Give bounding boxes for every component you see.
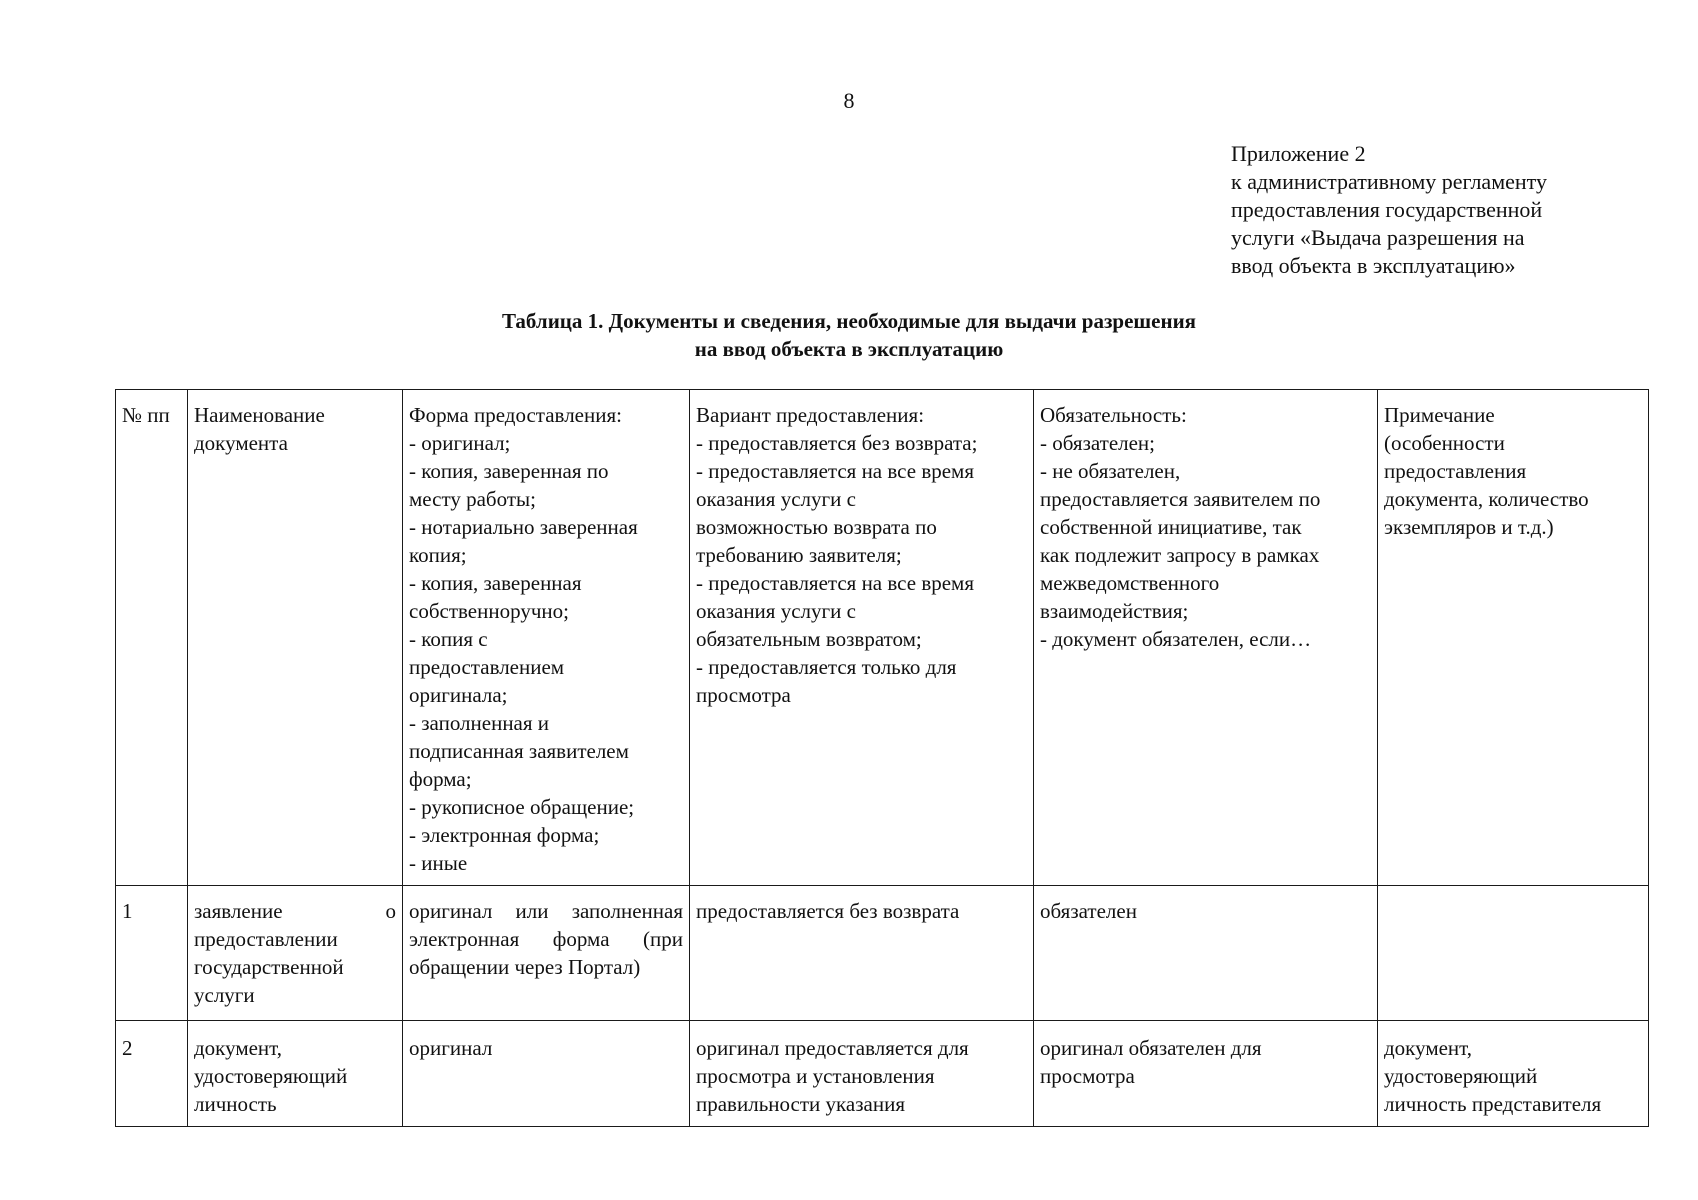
- table-header-row: [116, 390, 1649, 886]
- cell-text-line: оказания услуги с: [696, 487, 856, 511]
- cell-text-line: № пп: [122, 403, 170, 427]
- header-cell-variant: [690, 390, 1034, 886]
- cell-text-line: услуги: [194, 983, 255, 1007]
- cell-text-line: оказания услуги с: [696, 599, 856, 623]
- header-cell-document-name: [188, 390, 403, 886]
- cell-text-line: оригинал или заполненная: [409, 899, 683, 923]
- cell-text-line: экземпляров и т.д.): [1384, 515, 1554, 539]
- table-title-line: Таблица 1. Документы и сведения, необходимые для выдачи разрешения: [501, 309, 1197, 333]
- cell-text-line: Вариант предоставления:: [696, 403, 925, 427]
- cell-text-line: - электронная форма;: [409, 823, 600, 847]
- cell-text-line: заявление о: [194, 899, 396, 923]
- cell-text-line: взаимодействия;: [1040, 599, 1189, 623]
- cell-text-line: оригинал предоставляется для: [696, 1036, 969, 1060]
- table-row: [116, 886, 1649, 1021]
- appendix-header: [1231, 140, 1671, 280]
- table-title-line: на ввод объекта в эксплуатацию: [694, 337, 1004, 361]
- cell-form: [403, 886, 690, 1021]
- cell-text-line: - предоставляется на все время: [696, 571, 975, 595]
- header-cell-form: [403, 390, 690, 886]
- cell-variant: [690, 886, 1034, 1021]
- cell-text-line: - предоставляется только для: [696, 655, 957, 679]
- cell-obligation: [1034, 886, 1378, 1021]
- table-row: [116, 1021, 1649, 1127]
- cell-text-line: личность представителя: [1384, 1092, 1602, 1116]
- header-cell-number: [116, 390, 188, 886]
- cell-text-line: документ,: [194, 1036, 283, 1060]
- cell-text-line: обращении через Портал): [409, 955, 641, 979]
- cell-text-line: месту работы;: [409, 487, 536, 511]
- cell-text-line: подписанная заявителем: [409, 739, 629, 763]
- cell-text-line: предоставляется заявителем по: [1040, 487, 1321, 511]
- cell-note: [1378, 1021, 1649, 1127]
- cell-text-line: предоставлении: [194, 927, 338, 951]
- cell-text-line: форма;: [409, 767, 472, 791]
- cell-form: [403, 1021, 690, 1127]
- cell-text-line: оригинал: [409, 1036, 493, 1060]
- cell-text-line: собственной инициативе, так: [1040, 515, 1302, 539]
- cell-text-line: возможностью возврата по: [696, 515, 937, 539]
- cell-text-line: просмотра: [696, 683, 791, 707]
- cell-text-line: - иные: [409, 851, 468, 875]
- cell-text-line: - заполненная и: [409, 711, 550, 735]
- cell-note: [1378, 886, 1649, 1021]
- cell-text-line: - обязателен;: [1040, 431, 1156, 455]
- cell-text-line: - документ обязателен, если…: [1040, 627, 1312, 651]
- cell-text-line: государственной: [194, 955, 344, 979]
- cell-text-line: личность: [194, 1092, 277, 1116]
- appendix-line: услуги «Выдача разрешения на: [1231, 225, 1525, 250]
- cell-text-line: просмотра и установления: [696, 1064, 935, 1088]
- cell-text-line: оригинал обязателен для: [1040, 1036, 1262, 1060]
- cell-text-line: Наименование: [194, 403, 325, 427]
- cell-text-line: обязателен: [1040, 899, 1137, 923]
- cell-variant: [690, 1021, 1034, 1127]
- cell-text-line: оригинала;: [409, 683, 508, 707]
- cell-text-line: копия;: [409, 543, 467, 567]
- cell-text-line: - предоставляется без возврата;: [696, 431, 978, 455]
- header-cell-obligation: [1034, 390, 1378, 886]
- table-title: [0, 307, 1698, 363]
- cell-document-name: [188, 886, 403, 1021]
- cell-obligation: [1034, 1021, 1378, 1127]
- cell-number: 1: [116, 886, 188, 1021]
- cell-text-line: документ,: [1384, 1036, 1473, 1060]
- cell-text-line: - не обязателен,: [1040, 459, 1181, 483]
- cell-text-line: - копия, заверенная: [409, 571, 582, 595]
- cell-text-line: Обязательность:: [1040, 403, 1187, 427]
- cell-text-line: удостоверяющий: [194, 1064, 348, 1088]
- cell-text-line: - нотариально заверенная: [409, 515, 638, 539]
- cell-text-line: удостоверяющий: [1384, 1064, 1538, 1088]
- cell-text-line: электронная форма (при: [409, 927, 683, 951]
- cell-text-line: собственноручно;: [409, 599, 569, 623]
- cell-text-line: обязательным возвратом;: [696, 627, 922, 651]
- appendix-line: ввод объекта в эксплуатацию»: [1231, 253, 1516, 278]
- cell-text-line: - предоставляется на все время: [696, 459, 975, 483]
- cell-text-line: предоставлением: [409, 655, 565, 679]
- cell-text-line: просмотра: [1040, 1064, 1135, 1088]
- cell-text-line: Примечание: [1384, 403, 1495, 427]
- cell-text-line: правильности указания: [696, 1092, 905, 1116]
- cell-text-line: - рукописное обращение;: [409, 795, 635, 819]
- header-cell-note: [1378, 390, 1649, 886]
- cell-text-line: межведомственного: [1040, 571, 1220, 595]
- cell-text-line: документа, количество: [1384, 487, 1589, 511]
- cell-number: 2: [116, 1021, 188, 1127]
- page-number: 8: [843, 88, 855, 113]
- documents-table: [115, 389, 1649, 1127]
- cell-document-name: [188, 1021, 403, 1127]
- cell-text-line: предоставления: [1384, 459, 1527, 483]
- cell-text-line: - копия, заверенная по: [409, 459, 609, 483]
- cell-text-line: как подлежит запросу в рамках: [1040, 543, 1320, 567]
- cell-text-line: требованию заявителя;: [696, 543, 902, 567]
- appendix-line: предоставления государственной: [1231, 197, 1543, 222]
- cell-text-line: - копия с: [409, 627, 488, 651]
- cell-text-line: документа: [194, 431, 288, 455]
- cell-text-line: Форма предоставления:: [409, 403, 622, 427]
- appendix-line: к административному регламенту: [1231, 169, 1547, 194]
- cell-text-line: (особенности: [1384, 431, 1505, 455]
- cell-text-line: предоставляется без возврата: [696, 899, 960, 923]
- appendix-line: Приложение 2: [1231, 141, 1366, 166]
- cell-text-line: - оригинал;: [409, 431, 511, 455]
